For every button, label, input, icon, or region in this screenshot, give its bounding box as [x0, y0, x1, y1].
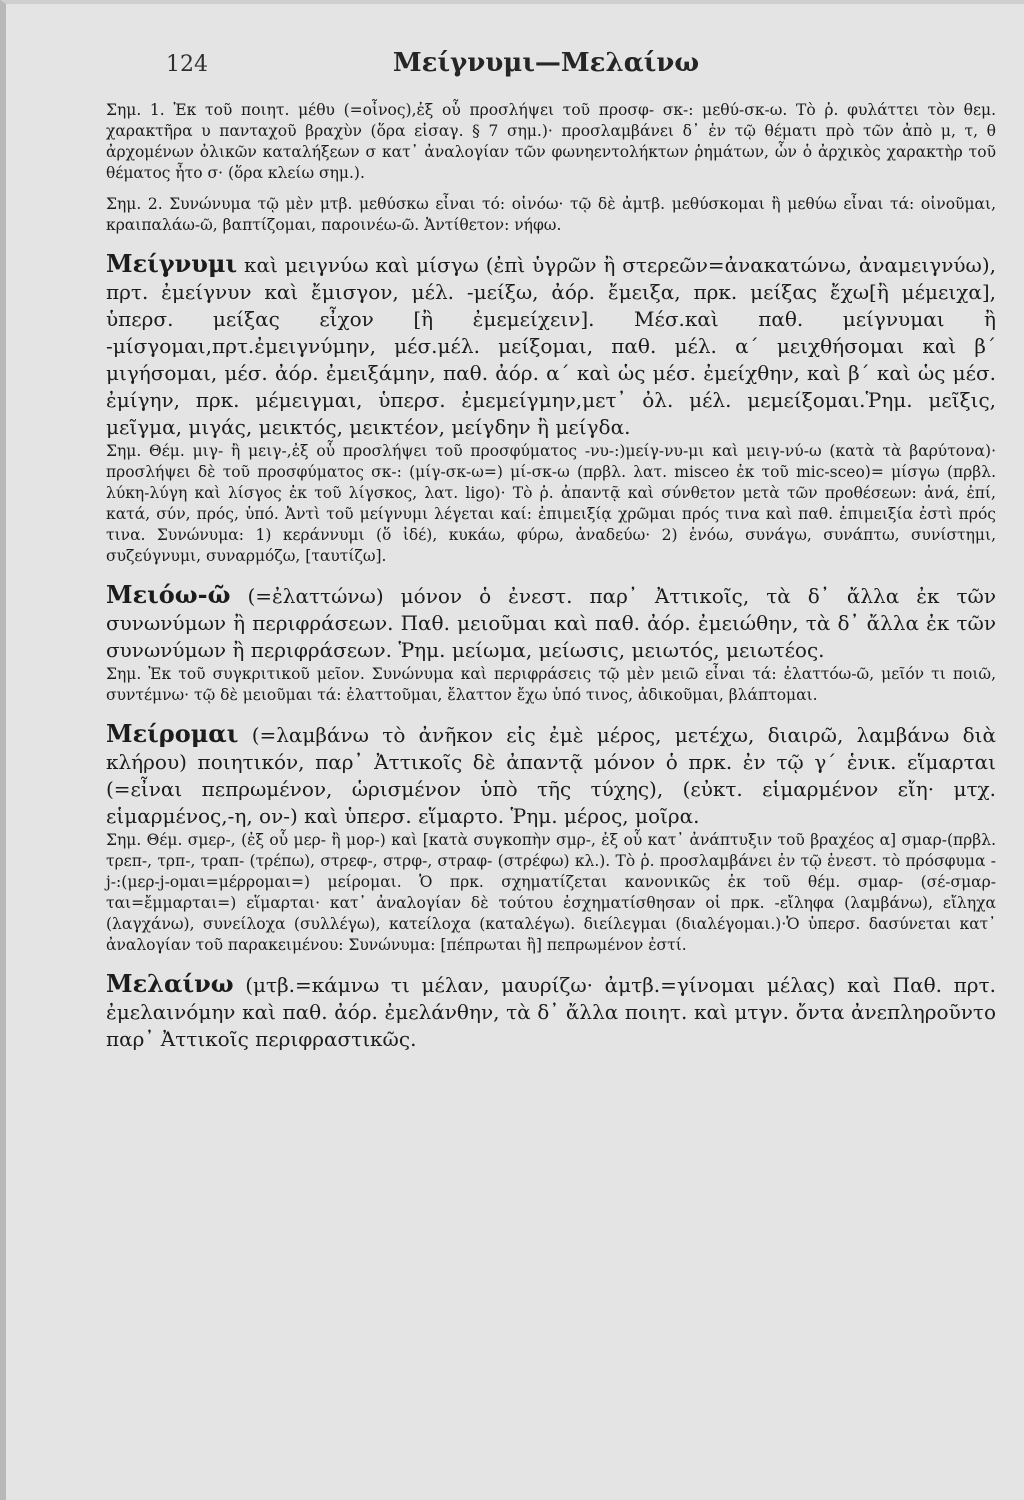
page-header: [106, 48, 986, 88]
entry-text: καὶ μειγνύω καὶ μίσγω (ἐπὶ ὑγρῶν ἢ στερεῶν=ἀνακατώνω, ἀναμειγνύω), πρτ. ἐμείγνυν καὶ ἔμισγον, μέλ. -μείξω, ἀόρ. ἔμειξα, πρκ. μείξας ἔχω[ἢ μέμειχα], ὑπερσ. μείξας εἶχον [ἢ ἐμεμείχειν]. Μέσ.καὶ παθ. μείγνυμαι ἢ -μίσγομαι,πρτ.ἐμειγνύμην, μέσ.μέλ. μείξομαι, παθ. μέλ. α΄ μειχθήσομαι καὶ β΄ μιγήσομαι, μέσ. ἀόρ. ἐμειξάμην, παθ. ἀόρ. α΄ καὶ ὡς μέσ. ἐμείχθην, καὶ β΄ καὶ ὡς μέσ. ἐμίγην, πρκ. μέμειγμαι, ὑπερσ. ἐμεμείγμην,μετ᾿ ὀλ. μέλ. μεμείξομαι.Ῥημ. μεῖξις, μεῖγμα, μιγάς, μεικτός, μεικτέον, μείγδην ἢ μείγδα.: [106, 253, 996, 439]
entry-lemma: Μείγνυμι: [106, 249, 238, 278]
previous-entry-notes: [106, 100, 996, 236]
note-paragraph: Σημ. Θέμ. μιγ- ἢ μειγ-,ἐξ οὗ προσλήψει τοῦ προσφύματος -νυ-:)μείγ-νυ-μι καὶ μειγ-νύ-ω (κατὰ τὰ βαρύτονα)· προσλήψει δὲ τοῦ προσφύματος σκ-: (μίγ-σκ-ω=) μί-σκ-ω (πρβλ. λατ. misceo ἐκ τοῦ mic-sceo)= μίσγω (πρβλ. λύκη-λύγη καὶ λίσγος ἐκ τοῦ λίγσκος, λατ. ligo)· Τὸ ῥ. ἀπαντᾷ καὶ σύνθετον μετὰ τῶν προθέσεων: ἀνά, ἐπί, κατά, σύν, πρός, ὑπό. Ἀντὶ τοῦ μείγνυμι λέγεται καί: ἐπιμειξίᾳ χρῶμαι πρός τινα καὶ παθ. ἐπιμειξία ἐστὶ πρός τινα. Συνώνυμα: 1) κεράννυμι (ὅ ἰδέ), κυκάω, φύρω, ἀναδεύω· 2) ἑνόω, συνάγω, συνάπτω, συνίστημι, συζεύγνυμι, συναρμόζω, [ταυτίζω].: [106, 442, 996, 565]
entry-meiromai: [106, 720, 996, 956]
note-paragraph: Σημ. 1. Ἐκ τοῦ ποιητ. μέθυ (=οἶνος),ἐξ οὗ προσλήψει τοῦ προσφ- σκ-: μεθύ-σκ-ω. Τὸ ῥ. φυλάττει τὸν θεμ. χαρακτῆρα υ πανταχοῦ βραχὺν (ὅρα εἰσαγ. § 7 σημ.)· προσλαμβάνει δ᾿ ἐν τῷ θέματι πρὸ τῶν ἀπὸ μ, τ, θ ἀρχομένων ὀλικῶν καταλήξεων σ κατ᾿ ἀναλογίαν τῶν φωνηεντολήκτων ῥημάτων, ὧν ὁ ἀρχικὸς χαρακτὴρ τοῦ θέματος ἦτο σ· (ὅρα κλείω σημ.).: [106, 101, 996, 182]
entry-text: (=ἐλαττώνω) μόνον ὁ ἐνεστ. παρ᾿ Ἀττικοῖς, τὰ δ᾿ ἄλλα ἐκ τῶν συνωνύμων ἢ περιφράσεων. Παθ. μειοῦμαι καὶ παθ. ἀόρ. ἐμειώθην, τὰ δ᾿ ἄλλα ἐκ τῶν συνωνύμων ἢ περιφράσεων. Ῥημ. μείωμα, μείωσις, μειωτός, μειωτέος.: [106, 584, 996, 662]
entry-lemma: Μειόω-ῶ: [106, 580, 231, 609]
entry-meioo: [106, 581, 996, 706]
page-number: 124: [166, 52, 208, 77]
note-paragraph: Σημ. Ἐκ τοῦ συγκριτικοῦ μεῖον. Συνώνυμα καὶ περιφράσεις τῷ μὲν μειῶ εἶναι τά: ἐλαττόω-ῶ, μεῖόν τι ποιῶ, συντέμνω· τῷ δὲ μειοῦμαι τά: ἐλαττοῦμαι, ἔλαττον ἔχω ὑπό τινος, ἀδικοῦμαι, βλάπτομαι.: [106, 665, 996, 704]
entry-text: (=λαμβάνω τὸ ἀνῆκον εἰς ἐμὲ μέρος, μετέχω, διαιρῶ, λαμβάνω διὰ κλήρου) ποιητικόν, παρ᾿ Ἀττικοῖς δὲ ἀπαντᾷ μόνον ὁ πρκ. ἐν τῷ γ΄ ἑνικ. εἵμαρται (=εἶναι πεπρωμένον, ὡρισμένον ὑπὸ τῆς τύχης), (εὐκτ. εἱμαρμένον εἴη· μτχ. εἱμαρμένος,-η, ον-) καὶ ὑπερσ. εἵμαρτο. Ῥημ. μέρος, μοῖρα.: [106, 723, 996, 828]
page-content: [106, 100, 996, 1067]
entry-text: (μτβ.=κάμνω τι μέλαν, μαυρίζω· ἀμτβ.=γίνομαι μέλας) καὶ Παθ. πρτ. ἐμελαινόμην καὶ παθ. ἀόρ. ἐμελάνθην, τὰ δ᾿ ἄλλα ποιητ. καὶ μτγν. ὄντα ἀνεπληροῦντο παρ᾿ Ἀττικοῖς περιφραστικῶς.: [106, 973, 996, 1051]
note-paragraph: Σημ. Θέμ. σμερ-, (ἐξ οὗ μερ- ἢ μορ-) καὶ [κατὰ συγκοπὴν σμρ-, ἐξ οὗ κατ᾿ ἀνάπτυξιν τοῦ βραχέος α] σμαρ-(πρβλ. τρεπ-, τρπ-, τραπ- (τρέπω), στρεφ-, στρφ-, στραφ- (στρέφω) κλ.). Τὸ ῥ. προσλαμβάνει ἐν τῷ ἐνεστ. τὸ πρόσφυμα -j-:(μερ-j-ομαι=μέρρομαι=) μείρομαι. Ὁ πρκ. σχηματίζεται κανονικῶς ἐκ τοῦ θέμ. σμαρ- (σέ-σμαρ-ται=ἔμμαρται=) εἵμαρται· κατ᾿ ἀναλογίαν δὲ τούτου ἐσχηματίσθησαν οἱ πρκ. -εἴληφα (λαμβάνω), εἴληχα (λαγχάνω), συνείλοχα (συλλέγω), κατείλοχα (καταλέγω). διείλεγμαι (διαλέγομαι.)·Ὁ ὑπερσ. δασύνεται κατ᾿ ἀναλογίαν τοῦ παρακειμένου: Συνώνυμα: [πέπρωται ἢ] πεπρωμένον ἐστί.: [106, 831, 996, 954]
running-head: Μείγνυμι—Μελαίνω: [392, 48, 700, 78]
entry-lemma: Μελαίνω: [106, 969, 234, 998]
note-paragraph: Σημ. 2. Συνώνυμα τῷ μὲν μτβ. μεθύσκω εἶναι τό: οἰνόω· τῷ δὲ ἀμτβ. μεθύσκομαι ἢ μεθύω εἶναι τά: οἰνοῦμαι, κραιπαλάω-ῶ, βαπτίζομαι, παροινέω-ῶ. Ἀντίθετον: νήφω.: [106, 195, 996, 234]
entry-body: [106, 250, 996, 441]
entry-meignymi: [106, 250, 996, 567]
entry-body: [106, 970, 996, 1053]
entry-body: [106, 581, 996, 664]
entry-body: [106, 720, 996, 830]
entry-melaino: [106, 970, 996, 1053]
entry-lemma: Μείρομαι: [106, 719, 239, 748]
